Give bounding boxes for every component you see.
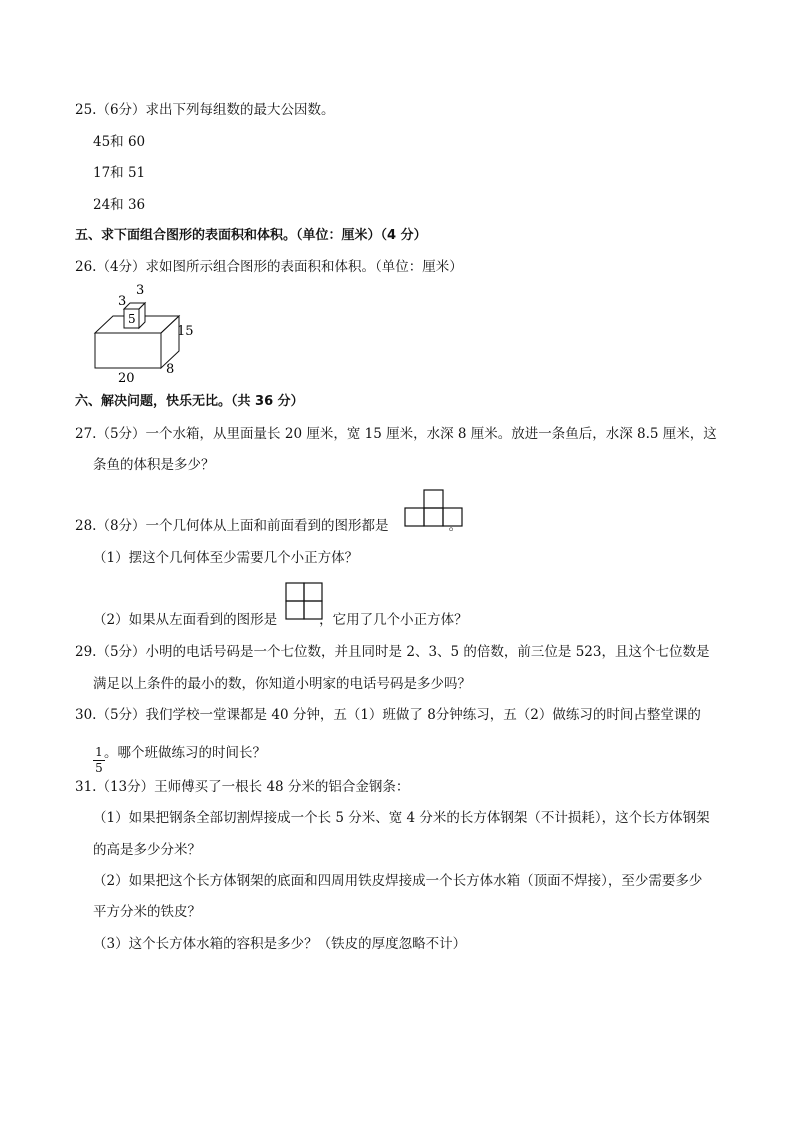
left-view-figure [285,582,325,622]
q26-title: 26.（4分）求如图所示组合图形的表面积和体积。（单位：厘米） [75,259,463,275]
section-6-heading: 六、解决问题，快乐无比。（共 36 分） [75,394,304,409]
q31-sub1-line-1: （1）如果把钢条全部切割焊接成一个长 5 分米、宽 4 分米的长方体钢架（不计损耗），这个长方体钢架 [93,810,710,826]
q25-item-3: 24和 36 [93,197,146,213]
q28-text-after: 。 [448,518,463,534]
fraction-denominator: 5 [95,761,103,775]
big-box-front-face [95,333,161,368]
fraction-numerator: 1 [95,745,103,759]
q25-item-1: 45和 60 [93,134,146,150]
q28-text-before: 28.（8分）一个几何体从上面和前面看到的图形都是 [75,518,389,534]
q31-sub2-line-2: 平方分米的铁皮？ [93,904,201,920]
q28-sub2-after: ，它用了几个小正方体？ [319,612,468,628]
q30-line-1: 30.（5分）我们学校一堂课都是 40 分钟，五（1）班做了 8分钟练习，五（2）做练习的时间占整堂课的 [75,707,701,723]
q30-line-2: 。哪个班做练习的时间长？ [104,745,266,761]
q25-item-2: 17和 51 [93,165,146,181]
q31-title: 31.（13分）王师傅买了一根长 48 分米的铝合金钢条： [75,779,410,795]
label-small-width: 3 [118,294,127,309]
label-small-depth: 3 [136,283,145,298]
q28-sub2-before: （2）如果从左面看到的图形是 [93,612,278,628]
section-5-heading: 五、求下面组合图形的表面积和体积。（单位：厘米）（4 分） [75,228,427,243]
q27-line-1: 27.（5分）一个水箱，从里面量长 20 厘米，宽 15 厘米，水深 8 厘米。放进一条鱼后，水深 8.5 厘米，这 [75,426,717,442]
q29-line-2: 满足以上条件的最小的数，你知道小明家的电话号码是多少吗？ [93,676,471,692]
top-front-view-figure [404,489,464,529]
q31-sub-3: （3）这个长方体水箱的容积是多少？（铁皮的厚度忽略不计） [93,936,467,952]
label-small-height: 5 [128,312,136,326]
q29-line-1: 29.（5分）小明的电话号码是一个七位数，并且同时是 2、3、5 的倍数，前三位是 523，且这个七位数是 [75,644,710,660]
label-big-height: 15 [177,324,194,339]
q28-sub-2 [93,611,468,629]
label-big-length: 20 [118,371,135,386]
q28-sub-1: （1）摆这个几何体至少需要几个小正方体？ [93,550,359,566]
q31-sub2-line-1: （2）如果把这个长方体钢架的底面和四周用铁皮焊接成一个长方体水箱（顶面不焊接），至少需要多少 [93,873,703,889]
label-big-width: 8 [166,362,175,377]
composite-box-figure [85,280,205,388]
q25-title: 25.（6分）求出下列每组数的最大公因数。 [75,102,335,118]
q27-line-2: 条鱼的体积是多少？ [93,457,215,473]
q31-sub1-line-2: 的高是多少分米？ [93,842,201,858]
